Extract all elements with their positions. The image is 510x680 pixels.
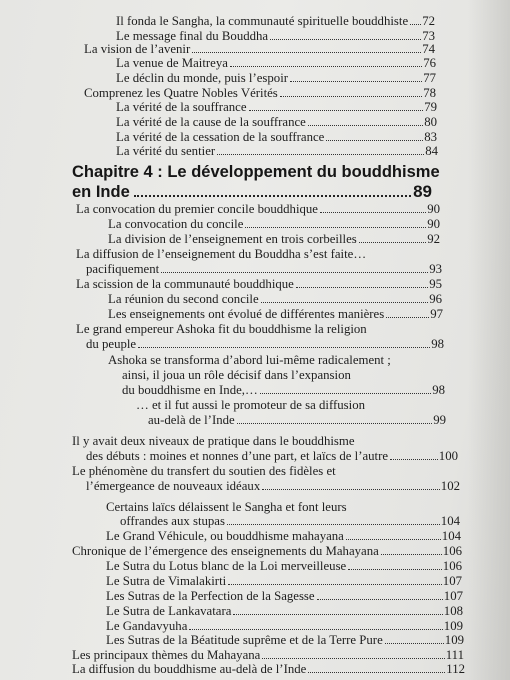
toc-entry: Chronique de l’émergence des enseignements du Mahayana 106 (72, 544, 462, 558)
toc-entry: La venue de Maitreya 76 (116, 56, 436, 70)
toc-entry: La convocation du premier concile bouddhique 90 (76, 202, 440, 216)
toc-entry: Certains laïcs délaissent le Sangha et font leurs (106, 500, 347, 514)
toc-entry: La diffusion du bouddhisme au-delà de l’Inde 112 (72, 662, 465, 676)
toc-entry: La vérité de la souffrance 79 (116, 100, 437, 114)
toc-entry: offrandes aux stupas 104 (120, 514, 460, 528)
toc-entry: Le grand empereur Ashoka fit du bouddhisme la religion (76, 322, 367, 336)
toc-entry: Le message final du Bouddha 73 (116, 29, 435, 43)
toc-entry: Le Gandavyuha 109 (106, 619, 463, 633)
toc-entry: Le Sutra du Lotus blanc de la Loi merveilleuse 106 (106, 559, 462, 573)
toc-entry: Le Grand Véhicule, ou bouddhisme mahayana 104 (106, 529, 461, 543)
toc-entry: Les Sutras de la Perfection de la Sagesse 107 (106, 589, 463, 603)
toc-entry: pacifiquement 93 (86, 262, 442, 276)
facing-page-shadow (468, 0, 510, 680)
toc-entry: du peuple 98 (86, 337, 444, 351)
toc-entry: Comprenez les Quatre Nobles Vérités 78 (84, 86, 436, 100)
toc-entry: Les Sutras de la Béatitude suprême et de la Terre Pure 109 (106, 633, 464, 647)
chapter-heading: Chapitre 4 : Le développement du bouddhisme (72, 163, 440, 181)
toc-entry: Les enseignements ont évolué de différentes manières 97 (108, 307, 443, 321)
toc-entry: Ashoka se transforma d’abord lui-même radicalement ; (108, 353, 391, 367)
toc-entry: Il fonda le Sangha, la communauté spirituelle bouddhiste 72 (116, 14, 435, 28)
toc-entry: La convocation du concile 90 (108, 217, 440, 231)
toc-entry: du bouddhisme en Inde,… 98 (122, 383, 445, 397)
toc-entry: des débuts : moines et nonnes d’une part, et laïcs de l’autre 100 (86, 449, 458, 463)
toc-entry: Les principaux thèmes du Mahayana 111 (72, 648, 464, 662)
toc-entry: La vérité du sentier 84 (116, 144, 438, 158)
toc-entry: Le Sutra de Lankavatara 108 (106, 604, 463, 618)
toc-entry: La division de l’enseignement en trois corbeilles 92 (108, 232, 440, 246)
toc-entry: La vérité de la cause de la souffrance 80 (116, 115, 437, 129)
chapter-heading-line2: en Inde 89 (72, 182, 432, 201)
toc-entry: … et il fut aussi le promoteur de sa diffusion (136, 398, 366, 412)
toc-entry: La scission de la communauté bouddhique 95 (76, 277, 442, 291)
toc-entry: Le déclin du monde, puis l’espoir 77 (116, 71, 436, 85)
toc-entry: La vision de l’avenir 74 (84, 42, 435, 56)
toc-entry: Le phénomène du transfert du soutien des fidèles et (72, 464, 336, 478)
toc-entry: La diffusion de l’enseignement du Bouddha s’est faite… (76, 247, 367, 261)
toc-entry: La vérité de la cessation de la souffrance 83 (116, 130, 437, 144)
toc-entry: Il y avait deux niveaux de pratique dans le bouddhisme (72, 434, 355, 448)
toc-entry: Le Sutra de Vimalakirti 107 (106, 574, 462, 588)
toc-entry: au-delà de l’Inde 99 (148, 413, 446, 427)
toc-entry: La réunion du second concile 96 (108, 292, 442, 306)
toc-entry: l’émergeance de nouveaux idéaux 102 (86, 479, 460, 493)
toc-entry: ainsi, il joua un rôle décisif dans l’expansion (122, 368, 351, 382)
